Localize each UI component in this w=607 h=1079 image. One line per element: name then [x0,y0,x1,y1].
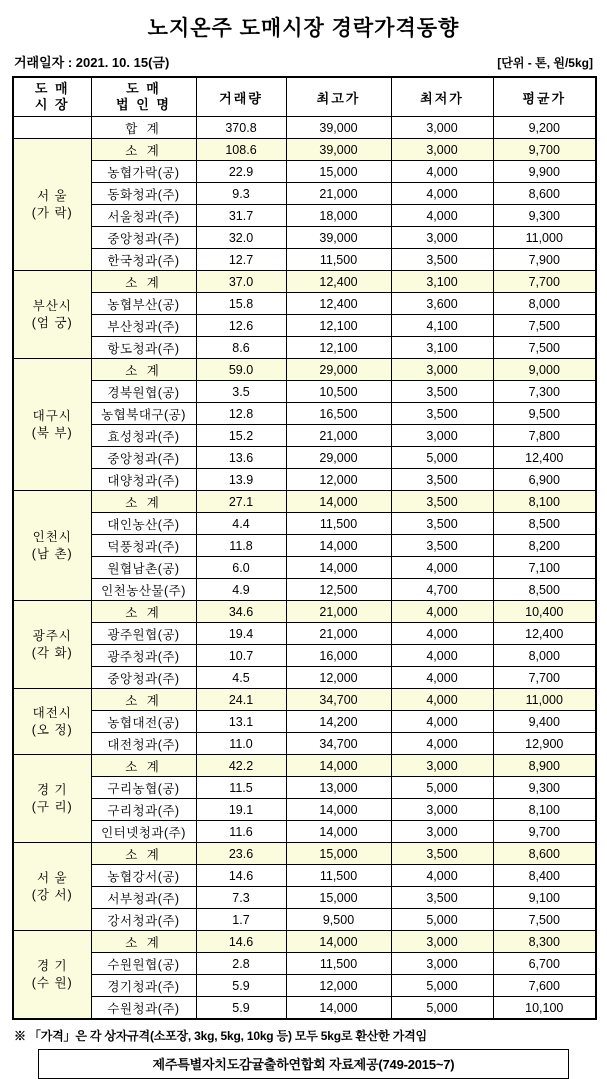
source-box: 제주특별자치도감귤출하연합회 자료제공(749-2015~7) [38,1049,569,1079]
market-cell [13,601,91,689]
table-row [13,777,596,799]
corp-name-cell: 중앙청과(주) [91,667,196,689]
low-price-cell: 3,500 [391,403,493,425]
volume-cell: 19.1 [196,799,286,821]
table-row [13,469,596,491]
high-price-cell: 29,000 [286,447,391,469]
market-cell [13,491,91,601]
market-name-line2: (엄 궁) [31,315,73,330]
total-volume-cell: 370.8 [196,117,286,139]
volume-cell: 15.8 [196,293,286,315]
volume-cell: 34.6 [196,601,286,623]
low-price-cell: 3,500 [391,469,493,491]
avg-price-cell: 12,400 [493,447,596,469]
high-price-cell: 15,000 [286,843,391,865]
low-price-cell: 5,000 [391,777,493,799]
volume-cell: 31.7 [196,205,286,227]
table-row [13,381,596,403]
high-price-cell: 39,000 [286,227,391,249]
corp-name-cell: 농협부산(공) [91,293,196,315]
high-price-cell: 10,500 [286,381,391,403]
low-price-cell: 4,000 [391,645,493,667]
avg-price-cell: 8,100 [493,491,596,513]
avg-price-cell: 8,100 [493,799,596,821]
low-price-cell: 4,000 [391,623,493,645]
market-name-line2: (남 촌) [31,546,73,561]
high-price-cell: 12,000 [286,667,391,689]
avg-price-cell: 8,600 [493,843,596,865]
table-row-total [13,117,596,139]
high-price-cell: 21,000 [286,623,391,645]
col-header-corp-line1: 도 매 [126,80,161,96]
high-price-cell: 34,700 [286,733,391,755]
table-body [13,117,596,1020]
market-name-line1: 경 기 [36,958,68,973]
low-price-cell: 5,000 [391,997,493,1020]
avg-price-cell: 7,300 [493,381,596,403]
avg-price-cell: 8,000 [493,293,596,315]
corp-name-cell: 수원원협(공) [91,953,196,975]
avg-price-cell: 9,500 [493,403,596,425]
subtotal-label-cell: 소 계 [91,843,196,865]
table-row-subtotal [13,843,596,865]
corp-name-cell: 덕풍청과(주) [91,535,196,557]
avg-price-cell: 10,400 [493,601,596,623]
table-row-subtotal [13,755,596,777]
header-row-cells [13,77,596,117]
volume-cell: 13.9 [196,469,286,491]
market-name-line1: 대전시 [32,705,72,720]
market-cell [13,843,91,931]
col-header-market [13,77,91,117]
table-row [13,161,596,183]
low-price-cell: 4,700 [391,579,493,601]
total-high-cell: 39,000 [286,117,391,139]
high-price-cell: 18,000 [286,205,391,227]
table-row [13,249,596,271]
avg-price-cell: 6,900 [493,469,596,491]
trade-date-label: 거래일자 : 2021. 10. 15(금) [14,55,170,70]
market-cell [13,139,91,271]
table-row-subtotal [13,931,596,953]
market-name-line1: 광주시 [32,628,72,643]
avg-price-cell: 8,300 [493,931,596,953]
corp-name-cell: 서울청과(주) [91,205,196,227]
col-header-low: 최저가 [391,77,493,117]
low-price-cell: 3,500 [391,535,493,557]
header-row [12,52,595,71]
corp-name-cell: 광주청과(주) [91,645,196,667]
high-price-cell: 11,500 [286,953,391,975]
unit-label: [단위 - 톤, 원/5kg] [497,56,593,70]
market-name-line1: 대구시 [32,408,72,423]
col-header-market-line1: 도 매 [34,80,70,96]
high-price-cell: 14,200 [286,711,391,733]
avg-price-cell: 8,200 [493,535,596,557]
high-price-cell: 12,100 [286,337,391,359]
avg-price-cell: 7,900 [493,249,596,271]
corp-name-cell: 대양청과(주) [91,469,196,491]
high-price-cell: 16,000 [286,645,391,667]
avg-price-cell: 11,000 [493,689,596,711]
market-cell [13,359,91,491]
high-price-cell: 29,000 [286,359,391,381]
low-price-cell: 3,000 [391,755,493,777]
volume-cell: 108.6 [196,139,286,161]
high-price-cell: 13,000 [286,777,391,799]
high-price-cell: 14,000 [286,931,391,953]
subtotal-label-cell: 소 계 [91,931,196,953]
avg-price-cell: 9,700 [493,139,596,161]
volume-cell: 15.2 [196,425,286,447]
table-row [13,975,596,997]
total-low-cell: 3,000 [391,117,493,139]
avg-price-cell: 7,500 [493,315,596,337]
footnote: ※ 「가격」은 각 상자규격(소포장, 3kg, 5kg, 10kg 등) 모두 5kg로 환산한 가격임 [14,1029,427,1043]
high-price-cell: 15,000 [286,161,391,183]
price-table [12,76,597,1020]
high-price-cell: 14,000 [286,755,391,777]
avg-price-cell: 7,800 [493,425,596,447]
high-price-cell: 21,000 [286,183,391,205]
low-price-cell: 4,000 [391,557,493,579]
high-price-cell: 12,000 [286,469,391,491]
subtotal-label-cell: 소 계 [91,139,196,161]
low-price-cell: 3,000 [391,799,493,821]
volume-cell: 14.6 [196,931,286,953]
low-price-cell: 4,100 [391,315,493,337]
low-price-cell: 3,100 [391,271,493,293]
table-row [13,293,596,315]
market-name-line2: (구 리) [31,799,73,814]
avg-price-cell: 8,500 [493,513,596,535]
corp-name-cell: 농협가락(공) [91,161,196,183]
market-name-line1: 부산시 [32,298,72,313]
low-price-cell: 4,000 [391,667,493,689]
corp-name-cell: 경기청과(주) [91,975,196,997]
table-row [13,821,596,843]
corp-name-cell: 동화청과(주) [91,183,196,205]
market-cell [13,271,91,359]
avg-price-cell: 7,600 [493,975,596,997]
market-name-line2: (수 원) [31,975,73,990]
low-price-cell: 3,000 [391,359,493,381]
high-price-cell: 21,000 [286,425,391,447]
volume-cell: 7.3 [196,887,286,909]
avg-price-cell: 11,000 [493,227,596,249]
corp-name-cell: 한국청과(주) [91,249,196,271]
high-price-cell: 12,100 [286,315,391,337]
volume-cell: 12.7 [196,249,286,271]
volume-cell: 11.8 [196,535,286,557]
table-row [13,733,596,755]
col-header-corp [91,77,196,117]
low-price-cell: 5,000 [391,909,493,931]
high-price-cell: 11,500 [286,249,391,271]
high-price-cell: 14,000 [286,491,391,513]
corp-name-cell: 강서청과(주) [91,909,196,931]
low-price-cell: 3,000 [391,953,493,975]
subtotal-label-cell: 소 계 [91,689,196,711]
avg-price-cell: 12,900 [493,733,596,755]
col-header-market-line2: 시 장 [34,97,70,112]
table-row [13,447,596,469]
corp-name-cell: 대인농산(주) [91,513,196,535]
avg-price-cell: 7,100 [493,557,596,579]
high-price-cell: 16,500 [286,403,391,425]
corp-name-cell: 서부청과(주) [91,887,196,909]
corp-name-cell: 항도청과(주) [91,337,196,359]
high-price-cell: 34,700 [286,689,391,711]
avg-price-cell: 9,300 [493,777,596,799]
corp-name-cell: 대전청과(주) [91,733,196,755]
market-name-line1: 서 울 [36,188,68,203]
volume-cell: 11.5 [196,777,286,799]
table-row-subtotal [13,271,596,293]
volume-cell: 1.7 [196,909,286,931]
table-row [13,623,596,645]
market-name-line2: (북 부) [31,425,73,440]
volume-cell: 27.1 [196,491,286,513]
volume-cell: 14.6 [196,865,286,887]
volume-cell: 2.8 [196,953,286,975]
low-price-cell: 4,000 [391,711,493,733]
avg-price-cell: 9,700 [493,821,596,843]
volume-cell: 24.1 [196,689,286,711]
total-market-cell [13,117,91,139]
corp-name-cell: 경북원협(공) [91,381,196,403]
avg-price-cell: 8,500 [493,579,596,601]
avg-price-cell: 8,900 [493,755,596,777]
low-price-cell: 3,500 [391,491,493,513]
table-row [13,887,596,909]
high-price-cell: 11,500 [286,865,391,887]
low-price-cell: 4,000 [391,183,493,205]
volume-cell: 11.6 [196,821,286,843]
table-row [13,579,596,601]
corp-name-cell: 구리청과(주) [91,799,196,821]
subtotal-label-cell: 소 계 [91,491,196,513]
low-price-cell: 4,000 [391,865,493,887]
corp-name-cell: 농협강서(공) [91,865,196,887]
volume-cell: 8.6 [196,337,286,359]
market-name-line1: 인천시 [32,529,72,544]
avg-price-cell: 12,400 [493,623,596,645]
col-header-high: 최고가 [286,77,391,117]
subtotal-label-cell: 소 계 [91,359,196,381]
subtotal-label-cell: 소 계 [91,601,196,623]
low-price-cell: 3,600 [391,293,493,315]
table-row [13,667,596,689]
low-price-cell: 3,000 [391,425,493,447]
market-name-line2: (오 정) [31,722,73,737]
high-price-cell: 15,000 [286,887,391,909]
low-price-cell: 3,000 [391,931,493,953]
table-row [13,909,596,931]
low-price-cell: 3,100 [391,337,493,359]
page-title: 노지온주 도매시장 경락가격동향 [147,17,460,40]
low-price-cell: 3,500 [391,843,493,865]
corp-name-cell: 인터넷청과(주) [91,821,196,843]
avg-price-cell: 8,000 [493,645,596,667]
high-price-cell: 12,000 [286,975,391,997]
high-price-cell: 14,000 [286,997,391,1020]
col-header-volume: 거래량 [196,77,286,117]
table-row [13,227,596,249]
table-head [13,77,596,117]
table-row [13,711,596,733]
market-name-line1: 서 울 [36,870,68,885]
low-price-cell: 4,000 [391,205,493,227]
volume-cell: 3.5 [196,381,286,403]
corp-name-cell: 수원청과(주) [91,997,196,1020]
avg-price-cell: 10,100 [493,997,596,1020]
avg-price-cell: 8,400 [493,865,596,887]
avg-price-cell: 7,700 [493,667,596,689]
corp-name-cell: 원협남촌(공) [91,557,196,579]
volume-cell: 5.9 [196,997,286,1020]
corp-name-cell: 중앙청과(주) [91,447,196,469]
avg-price-cell: 9,400 [493,711,596,733]
high-price-cell: 14,000 [286,535,391,557]
low-price-cell: 5,000 [391,447,493,469]
col-header-corp-line2: 법 인 명 [116,97,171,112]
avg-price-cell: 6,700 [493,953,596,975]
high-price-cell: 14,000 [286,557,391,579]
corp-name-cell: 광주원협(공) [91,623,196,645]
high-price-cell: 39,000 [286,139,391,161]
volume-cell: 32.0 [196,227,286,249]
volume-cell: 9.3 [196,183,286,205]
corp-name-cell: 효성청과(주) [91,425,196,447]
table-row-subtotal [13,689,596,711]
corp-name-cell: 중앙청과(주) [91,227,196,249]
table-row [13,337,596,359]
col-header-avg: 평균가 [493,77,596,117]
table-row [13,557,596,579]
avg-price-cell: 9,100 [493,887,596,909]
table-row-subtotal [13,359,596,381]
market-cell [13,755,91,843]
volume-cell: 4.9 [196,579,286,601]
volume-cell: 22.9 [196,161,286,183]
market-name-line2: (각 화) [31,645,73,660]
table-row-subtotal [13,491,596,513]
table-row-subtotal [13,601,596,623]
corp-name-cell: 인천농산물(주) [91,579,196,601]
volume-cell: 13.1 [196,711,286,733]
avg-price-cell: 9,300 [493,205,596,227]
market-cell [13,689,91,755]
volume-cell: 6.0 [196,557,286,579]
avg-price-cell: 9,900 [493,161,596,183]
low-price-cell: 5,000 [391,975,493,997]
low-price-cell: 3,500 [391,381,493,403]
low-price-cell: 4,000 [391,161,493,183]
high-price-cell: 9,500 [286,909,391,931]
table-row-subtotal [13,139,596,161]
table-row [13,997,596,1020]
volume-cell: 13.6 [196,447,286,469]
high-price-cell: 12,400 [286,271,391,293]
high-price-cell: 14,000 [286,799,391,821]
volume-cell: 12.6 [196,315,286,337]
table-row [13,183,596,205]
volume-cell: 59.0 [196,359,286,381]
low-price-cell: 4,000 [391,689,493,711]
market-name-line2: (강 서) [31,887,73,902]
total-label-cell: 합 계 [91,117,196,139]
market-name-line1: 경 기 [36,782,68,797]
volume-cell: 11.0 [196,733,286,755]
table-row [13,513,596,535]
high-price-cell: 12,400 [286,293,391,315]
low-price-cell: 3,000 [391,227,493,249]
table-row [13,205,596,227]
low-price-cell: 3,500 [391,513,493,535]
table-row [13,535,596,557]
volume-cell: 23.6 [196,843,286,865]
high-price-cell: 14,000 [286,821,391,843]
low-price-cell: 3,000 [391,821,493,843]
avg-price-cell: 7,700 [493,271,596,293]
corp-name-cell: 부산청과(주) [91,315,196,337]
low-price-cell: 3,500 [391,887,493,909]
subtotal-label-cell: 소 계 [91,271,196,293]
low-price-cell: 3,500 [391,249,493,271]
volume-cell: 12.8 [196,403,286,425]
avg-price-cell: 7,500 [493,909,596,931]
volume-cell: 42.2 [196,755,286,777]
market-cell [13,931,91,1020]
low-price-cell: 4,000 [391,733,493,755]
volume-cell: 4.4 [196,513,286,535]
table-row [13,315,596,337]
table-row [13,799,596,821]
table-row [13,953,596,975]
total-avg-cell: 9,200 [493,117,596,139]
high-price-cell: 12,500 [286,579,391,601]
volume-cell: 5.9 [196,975,286,997]
high-price-cell: 21,000 [286,601,391,623]
corp-name-cell: 구리농협(공) [91,777,196,799]
high-price-cell: 11,500 [286,513,391,535]
low-price-cell: 4,000 [391,601,493,623]
avg-price-cell: 7,500 [493,337,596,359]
volume-cell: 4.5 [196,667,286,689]
market-name-line2: (가 락) [31,205,73,220]
avg-price-cell: 9,000 [493,359,596,381]
volume-cell: 37.0 [196,271,286,293]
table-row [13,425,596,447]
low-price-cell: 3,000 [391,139,493,161]
volume-cell: 10.7 [196,645,286,667]
volume-cell: 19.4 [196,623,286,645]
subtotal-label-cell: 소 계 [91,755,196,777]
table-row [13,865,596,887]
table-row [13,403,596,425]
table-row [13,645,596,667]
corp-name-cell: 농협북대구(공) [91,403,196,425]
corp-name-cell: 농협대전(공) [91,711,196,733]
avg-price-cell: 8,600 [493,183,596,205]
